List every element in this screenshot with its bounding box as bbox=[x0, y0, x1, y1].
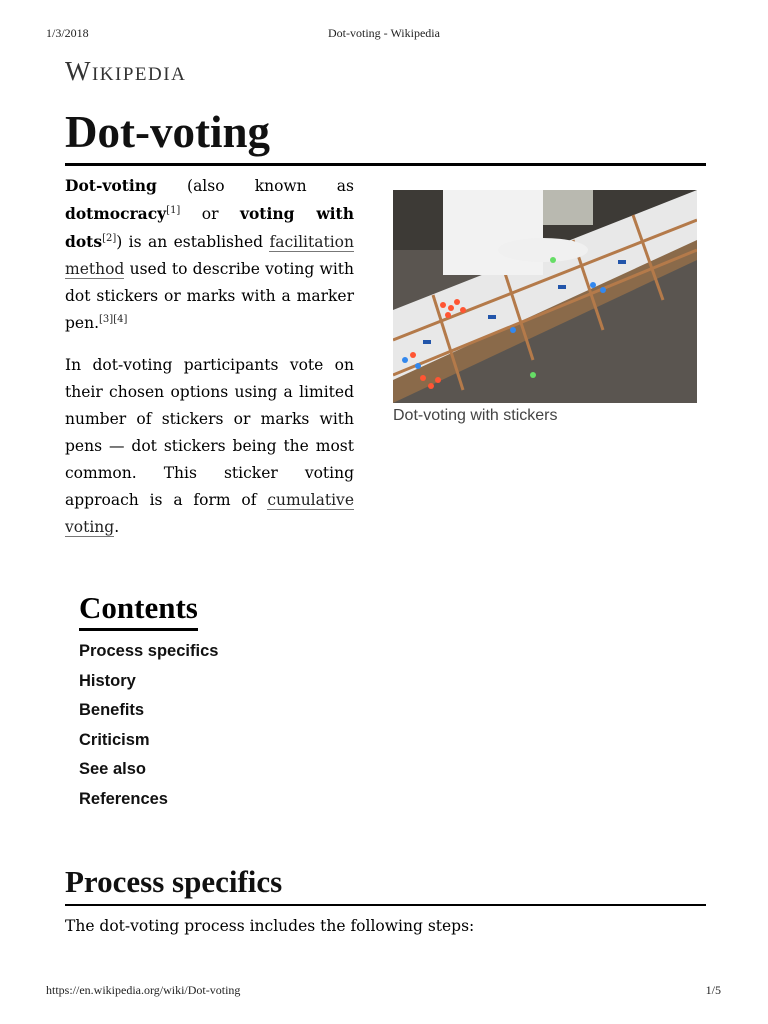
lead-paragraph-2 bbox=[65, 352, 354, 541]
toc-item-see-also[interactable]: See also bbox=[79, 760, 146, 778]
toc-item-references[interactable]: References bbox=[79, 789, 168, 808]
print-url: https://en.wikipedia.org/wiki/Dot-voting bbox=[46, 983, 241, 997]
wikipedia-logo[interactable]: Wikipedia bbox=[65, 56, 187, 86]
term-dot-voting: Dot-voting bbox=[65, 176, 157, 195]
figure-caption: Dot-voting with stickers bbox=[393, 407, 558, 424]
facilitation-method-link[interactable]: facilitation method bbox=[65, 233, 354, 278]
table-of-contents bbox=[79, 590, 218, 814]
lead-text: (also known as bbox=[156, 177, 354, 195]
lead-paragraph-1 bbox=[65, 172, 354, 337]
cumulative-voting-link[interactable]: cumulative voting bbox=[65, 491, 354, 536]
lead-text: In dot-voting participants vote on their chosen options using a limited number of stickers or marks with pens — dot stickers being the most common. This sticker voting approach is a form of bbox=[65, 356, 354, 509]
lead-text: ) is an established bbox=[116, 233, 270, 251]
reference-link-4[interactable]: [4] bbox=[113, 314, 128, 325]
title-divider bbox=[65, 163, 706, 166]
section-text: The dot-voting process includes the following steps: bbox=[65, 917, 475, 935]
toc-item-criticism[interactable]: Criticism bbox=[79, 730, 150, 749]
term-dotmocracy: dotmocracy bbox=[65, 204, 167, 223]
toc-item-process-specifics[interactable]: Process specifics bbox=[79, 642, 219, 660]
reference-link-3[interactable]: [3] bbox=[99, 314, 114, 325]
toc-list bbox=[79, 637, 218, 814]
lead-text: . bbox=[114, 518, 120, 536]
toc-item-benefits[interactable]: Benefits bbox=[79, 701, 145, 719]
toc-item-history[interactable]: History bbox=[79, 671, 136, 690]
print-date: 1/3/2018 bbox=[46, 26, 89, 40]
dot-voting-photo[interactable] bbox=[393, 190, 697, 403]
print-doc-title: Dot-voting - Wikipedia bbox=[328, 26, 440, 40]
lead-text: used to describe voting with dot stickers or marks with a marker pen. bbox=[65, 260, 354, 332]
term-voting-with-dots: voting with dots bbox=[65, 204, 354, 251]
reference-link-1[interactable]: [1] bbox=[166, 205, 181, 216]
section-divider bbox=[65, 904, 706, 906]
page-title: Dot-voting bbox=[65, 107, 270, 157]
figure bbox=[393, 190, 698, 425]
page-number: 1/5 bbox=[705, 983, 721, 997]
lead-text: or bbox=[180, 205, 240, 223]
section-title: Process specifics bbox=[65, 864, 283, 899]
toc-title: Contents bbox=[79, 590, 198, 631]
reference-link-2[interactable]: [2] bbox=[102, 233, 117, 244]
